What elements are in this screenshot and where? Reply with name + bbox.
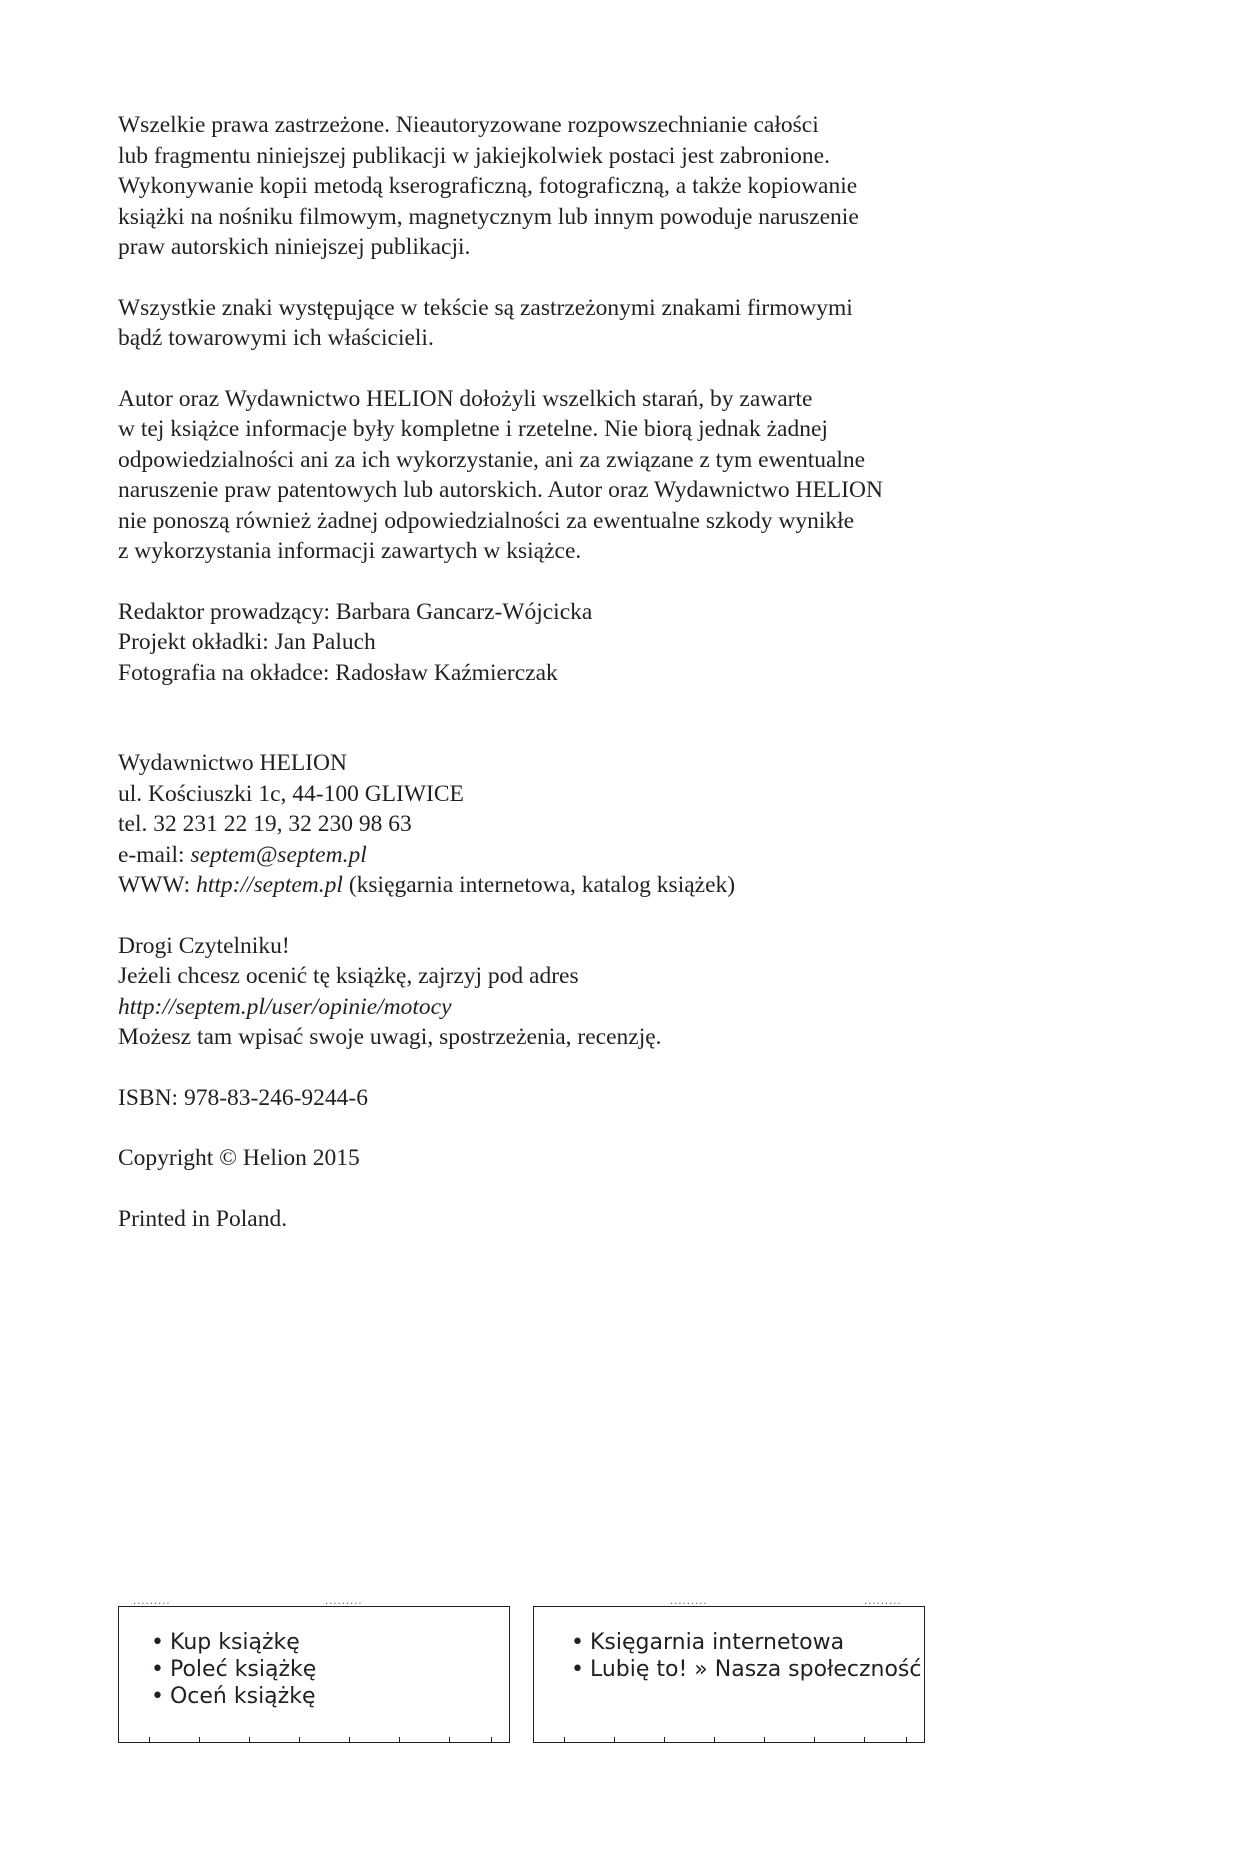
community-list <box>571 1629 921 1683</box>
rights-line: Wszelkie prawa zastrzeżone. Nieautoryzowane rozpowszechnianie całości <box>118 112 819 138</box>
online-bookstore-link[interactable]: • Księgarnia internetowa <box>571 1630 845 1655</box>
reader-note: Możesz tam wpisać swoje uwagi, spostrzeżenia, recenzję. <box>118 1024 662 1050</box>
publisher-address: ul. Kościuszki 1c, 44-100 GLIWICE <box>118 780 464 807</box>
copyright-notice: Copyright © Helion 2015 <box>118 1145 360 1171</box>
credit-editor: Redaktor prowadzący: Barbara Gancarz-Wójcicka <box>118 598 593 625</box>
disclaimer-line: nie ponoszą również żadnej odpowiedzialności za ewentualne szkody wynikłe <box>118 507 855 534</box>
publisher-name: Wydawnictwo HELION <box>118 750 347 776</box>
reader-invite: Jeżeli chcesz ocenić tę książkę, zajrzyj pod adres <box>118 963 579 989</box>
community-box: ········· ········· • Księgarnia internetowa • Lubię to! » Nasza społeczność <box>533 1606 925 1743</box>
book-actions-list <box>151 1629 316 1710</box>
publisher-phone: tel. 32 231 22 19, 32 230 98 63 <box>118 811 412 837</box>
rights-line: lub fragmentu niniejszej publikacji w jakiejkolwiek postaci jest zabronione. <box>118 142 830 169</box>
publisher-www-line <box>118 870 1128 901</box>
rate-book-link[interactable]: • Oceń książkę <box>151 1684 316 1709</box>
trademarks-paragraph <box>118 293 1128 354</box>
community-link[interactable]: • Lubię to! » Nasza społeczność <box>571 1657 922 1682</box>
disclaimer-line: Autor oraz Wydawnictwo HELION dołożyli wszelkich starań, by zawarte <box>118 385 813 412</box>
trademarks-line: bądź towarowymi ich właścicieli. <box>118 325 434 351</box>
www-label: WWW: <box>118 872 197 898</box>
credit-cover-design: Projekt okładki: Jan Paluch <box>118 629 376 655</box>
buy-book-link[interactable]: • Kup książkę <box>151 1630 300 1655</box>
rights-line: książki na nośniku filmowym, magnetycznym lub innym powoduje naruszenie <box>118 203 859 230</box>
disclaimer-line: naruszenie praw patentowych lub autorskich. Autor oraz Wydawnictwo HELION <box>118 477 883 503</box>
printed-notice: Printed in Poland. <box>118 1205 288 1232</box>
credits-paragraph <box>118 597 1128 689</box>
trademarks-line: Wszystkie znaki występujące w tekście są zastrzeżonymi znakami firmowymi <box>118 294 853 321</box>
recommend-book-link[interactable]: • Poleć książkę <box>151 1657 317 1682</box>
disclaimer-paragraph <box>118 384 1128 567</box>
disclaimer-line: z wykorzystania informacji zawartych w książce. <box>118 538 582 564</box>
isbn: ISBN: 978-83-246-9244-6 <box>118 1084 368 1111</box>
disclaimer-line: odpowiedzialności ani za ich wykorzystanie, ani za związane z tym ewentualne <box>118 446 866 473</box>
reader-block <box>118 931 1128 1053</box>
email-label: e-mail: <box>118 841 191 868</box>
copyright-page <box>118 110 1128 1264</box>
publisher-email-line <box>118 840 1128 871</box>
reader-greeting: Drogi Czytelniku! <box>118 932 290 959</box>
rights-line: Wykonywanie kopii metodą kserograficzną, fotograficzną, a także kopiowanie <box>118 173 858 199</box>
www-note: (księgarnia internetowa, katalog książek) <box>342 872 736 898</box>
publisher-block <box>118 748 1128 901</box>
rights-paragraph <box>118 110 1128 263</box>
disclaimer-line: w tej książce informacje były kompletne i rzetelne. Nie biorą jednak żadnej <box>118 416 828 442</box>
opinion-url[interactable]: http://septem.pl/user/opinie/motocy <box>118 993 452 1020</box>
box-tick-marks <box>119 1736 509 1742</box>
email-link[interactable]: septem@septem.pl <box>190 841 367 868</box>
rights-line: praw autorskich niniejszej publikacji. <box>118 234 471 260</box>
credit-cover-photo: Fotografia na okładce: Radosław Kaźmierczak <box>118 659 558 686</box>
www-link[interactable]: http://septem.pl <box>196 872 343 898</box>
reader-opinion-link[interactable] <box>118 992 1128 1023</box>
box-tick-marks <box>534 1736 924 1742</box>
book-actions-box: ········· ········· • Kup książkę • Poleć książkę • Oceń książkę <box>118 1606 510 1743</box>
